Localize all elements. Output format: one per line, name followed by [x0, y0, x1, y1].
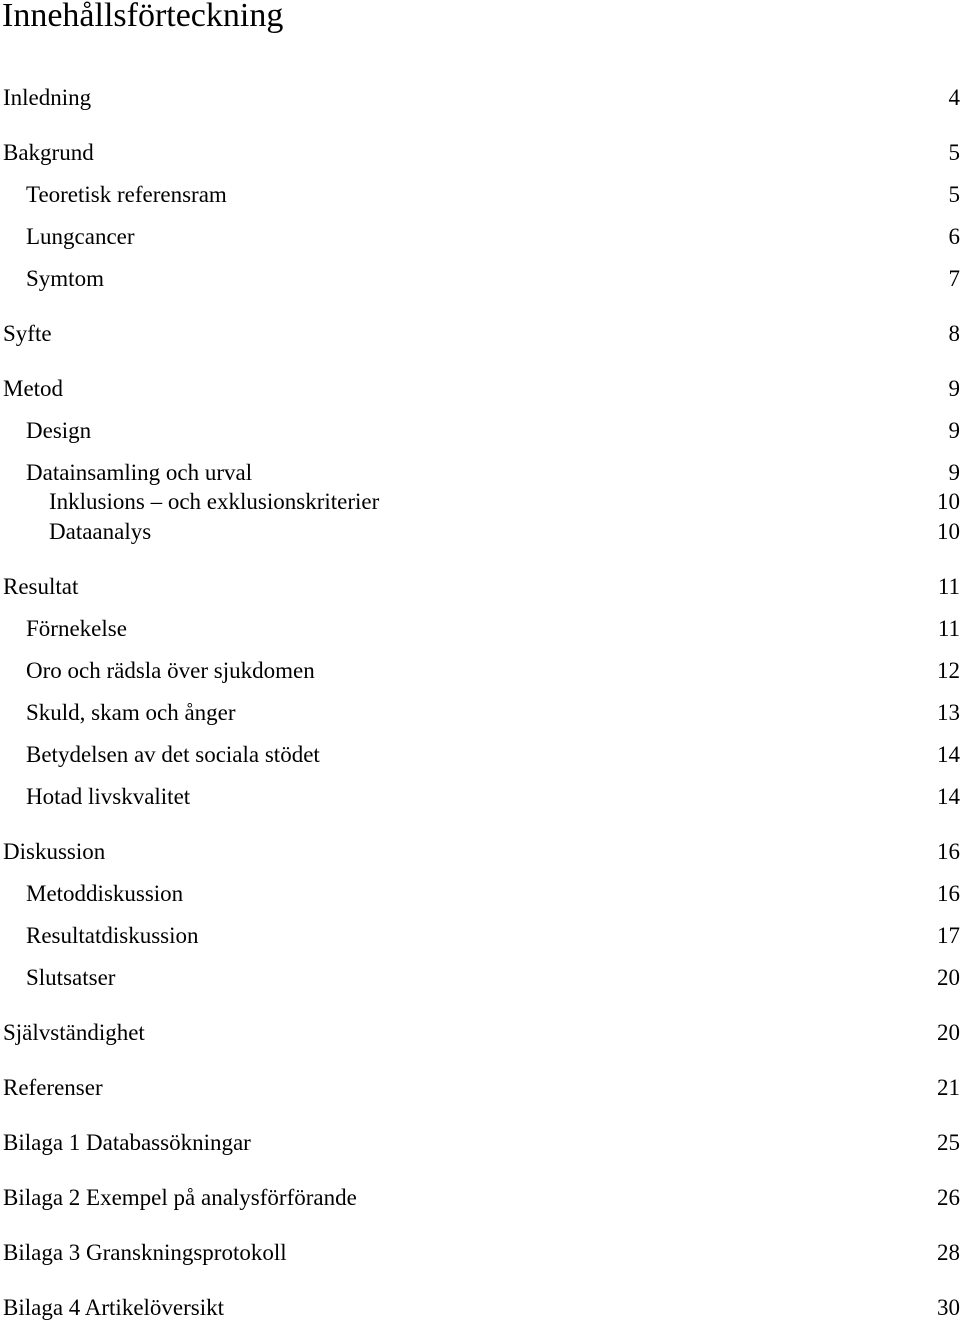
- toc-entry-label: Betydelsen av det sociala stödet: [26, 742, 320, 767]
- toc-entry[interactable]: [0, 458, 960, 488]
- toc-entry-page: 20: [937, 1020, 960, 1045]
- toc-entry-page: 14: [937, 742, 960, 767]
- toc-entry-label: Diskussion: [3, 839, 106, 864]
- toc-entry-label: Bilaga 1 Databassökningar: [3, 1130, 251, 1155]
- toc-entry-label: Inklusions – och exklusionskriterier: [49, 489, 380, 514]
- toc-entry[interactable]: [0, 837, 960, 867]
- toc-entry-label: Lungcancer: [26, 224, 135, 249]
- toc-entry[interactable]: [0, 138, 960, 168]
- toc-entry-label: Oro och rädsla över sjukdomen: [26, 658, 315, 683]
- toc-entry-page: 9: [948, 460, 960, 485]
- toc-title: Innehållsförteckning: [2, 0, 284, 34]
- toc-entry-label: Hotad livskvalitet: [26, 784, 191, 809]
- toc-entry-page: 6: [948, 224, 960, 249]
- toc-entry-page: 17: [937, 923, 960, 948]
- toc-entry-label: Metoddiskussion: [26, 881, 184, 906]
- toc-entry[interactable]: [0, 1183, 960, 1213]
- toc-entry-label: Resultatdiskussion: [26, 923, 199, 948]
- toc-entry[interactable]: [0, 1018, 960, 1048]
- toc-entry-page: 21: [937, 1075, 960, 1100]
- toc-entry-page: 28: [937, 1240, 960, 1265]
- toc-entry-label: Slutsatser: [26, 965, 116, 990]
- toc-entry-page: 5: [948, 140, 960, 165]
- toc-entry[interactable]: [0, 921, 960, 951]
- toc-entry-label: Design: [26, 418, 92, 443]
- toc-entry-label: Symtom: [26, 266, 104, 291]
- toc-entry-label: Bilaga 2 Exempel på analysförförande: [3, 1185, 357, 1210]
- toc-entry[interactable]: [0, 180, 960, 210]
- toc-entry[interactable]: [0, 1073, 960, 1103]
- toc-entry[interactable]: [0, 1238, 960, 1268]
- toc-entry-page: 20: [937, 965, 960, 990]
- toc-entry-page: 25: [937, 1130, 960, 1155]
- toc-entry-page: 4: [948, 85, 960, 110]
- toc-entry[interactable]: [0, 487, 960, 517]
- toc-entry-page: 12: [937, 658, 960, 683]
- toc-entry[interactable]: [0, 1293, 960, 1323]
- toc-entry[interactable]: [0, 222, 960, 252]
- toc-entry[interactable]: [0, 572, 960, 602]
- toc-entry[interactable]: [0, 614, 960, 644]
- toc-entry-page: 9: [948, 418, 960, 443]
- toc-entry-page: 11: [937, 616, 960, 641]
- toc-entry[interactable]: [0, 740, 960, 770]
- toc-entry-page: 30: [937, 1295, 960, 1320]
- toc-entry-page: 10: [937, 519, 960, 544]
- toc-entry[interactable]: [0, 83, 960, 113]
- toc-entry[interactable]: [0, 517, 960, 547]
- toc-entry-page: 13: [937, 700, 960, 725]
- toc-entry[interactable]: [0, 656, 960, 686]
- toc-entry-label: Metod: [3, 376, 64, 401]
- toc-entry[interactable]: [0, 416, 960, 446]
- toc-entry-page: 16: [937, 881, 960, 906]
- toc-entry-label: Inledning: [3, 85, 92, 110]
- toc-entry[interactable]: [0, 319, 960, 349]
- toc-entry-label: Datainsamling och urval: [26, 460, 253, 485]
- toc-entry-page: 16: [937, 839, 960, 864]
- toc-entry-label: Förnekelse: [26, 616, 127, 641]
- toc-entry-label: Skuld, skam och ånger: [26, 700, 236, 725]
- toc-entry[interactable]: [0, 963, 960, 993]
- toc-entry-label: Bilaga 4 Artikelöversikt: [3, 1295, 225, 1320]
- toc-entry-label: Referenser: [3, 1075, 103, 1100]
- toc-entry[interactable]: [0, 264, 960, 294]
- toc-entry-page: 7: [948, 266, 960, 291]
- toc-entry-label: Bakgrund: [3, 140, 94, 165]
- toc-entry[interactable]: [0, 879, 960, 909]
- toc-entry-label: Bilaga 3 Granskningsprotokoll: [3, 1240, 287, 1265]
- toc-entry-page: 11: [937, 574, 960, 599]
- toc-entry-page: 10: [937, 489, 960, 514]
- toc-entry-label: Dataanalys: [49, 519, 152, 544]
- toc-entry-label: Teoretisk referensram: [26, 182, 227, 207]
- toc-entry[interactable]: [0, 1128, 960, 1158]
- toc-entry-label: Resultat: [3, 574, 79, 599]
- toc-entry-page: 14: [937, 784, 960, 809]
- toc-entry-label: Syfte: [3, 321, 52, 346]
- toc-entry[interactable]: [0, 698, 960, 728]
- toc-entry-page: 9: [948, 376, 960, 401]
- toc-entry-page: 26: [937, 1185, 960, 1210]
- toc-entry[interactable]: [0, 374, 960, 404]
- toc-entry-label: Självständighet: [3, 1020, 145, 1045]
- toc-entry[interactable]: [0, 782, 960, 812]
- toc-entry-page: 5: [948, 182, 960, 207]
- toc-entry-page: 8: [948, 321, 960, 346]
